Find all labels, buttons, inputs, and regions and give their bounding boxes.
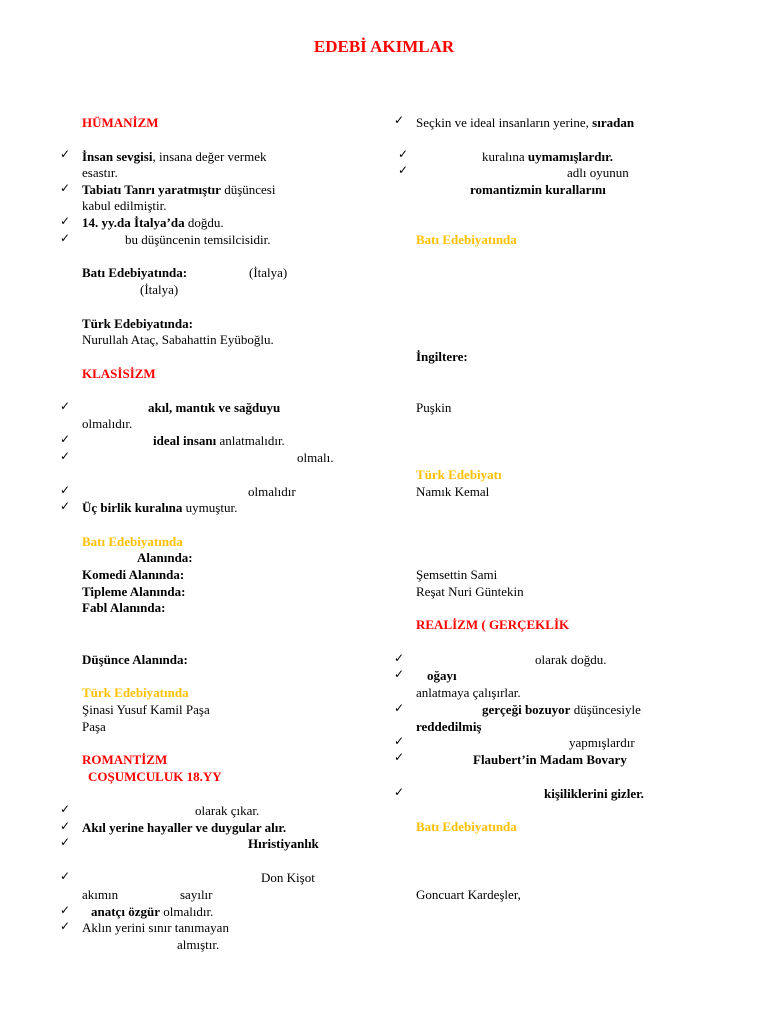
- klasisizm-item-5: Üç birlik kuralına uymuştur.: [82, 500, 238, 515]
- checkmark-icon: ✓: [60, 214, 71, 228]
- romantizm-item-1: olarak çıkar.: [195, 803, 260, 818]
- klasisizm-heading: KLASİSİZM: [82, 366, 156, 381]
- realizm-bati-heading: Batı Edebiyatında: [416, 819, 517, 834]
- romantizm-heading: ROMANTİZM: [82, 752, 168, 767]
- romantizm-right-item-3-cont: romantizmin kurallarını: [470, 182, 606, 197]
- romantizm-item-6-cont: almıştır.: [177, 937, 220, 952]
- romantizm-item-6: Aklın yerini sınır tanımayan: [82, 920, 229, 935]
- humanizm-bati-value-2: (İtalya): [140, 282, 179, 297]
- romantizm-item-4-cont-2: sayılır: [180, 887, 213, 902]
- checkmark-icon: ✓: [394, 785, 405, 799]
- checkmark-icon: ✓: [60, 919, 71, 933]
- romantizm-item-4-cont-1: akımın: [82, 887, 119, 902]
- humanizm-item-3: 14. yy.da İtalya’da doğdu.: [82, 215, 224, 230]
- realizm-heading: REALİZM ( GERÇEKLİK: [416, 617, 570, 632]
- klasisizm-turk-names-1: Şinasi Yusuf Kamil Paşa: [82, 702, 210, 717]
- realizm-item-3-cont: reddedilmiş: [416, 719, 482, 734]
- page-title: EDEBİ AKIMLAR: [313, 37, 455, 56]
- klasisizm-item-4: olmalıdır: [248, 484, 296, 499]
- romantizm-semsettin-sami: Şemsettin Sami: [416, 567, 498, 582]
- humanizm-item-4: bu düşüncenin temsilcisidir.: [125, 232, 271, 247]
- realizm-item-4: yapmışlardır: [569, 735, 635, 750]
- klasisizm-alan-2: Komedi Alanında:: [82, 567, 185, 582]
- humanizm-item-1-cont: esastır.: [82, 165, 118, 180]
- checkmark-icon: ✓: [60, 835, 71, 849]
- checkmark-icon: ✓: [60, 399, 71, 413]
- klasisizm-item-1-cont: olmalıdır.: [82, 416, 133, 431]
- checkmark-icon: ✓: [60, 499, 71, 513]
- checkmark-icon: ✓: [394, 113, 405, 127]
- checkmark-icon: ✓: [60, 181, 71, 195]
- checkmark-icon: ✓: [394, 667, 405, 681]
- humanizm-turk-names: Nurullah Ataç, Sabahattin Eyüboğlu.: [82, 332, 274, 347]
- humanizm-item-1: İnsan sevgisi, insana değer vermek: [82, 149, 267, 164]
- humanizm-item-2-cont: kabul edilmiştir.: [82, 198, 167, 213]
- klasisizm-alan-5: Düşünce Alanında:: [82, 652, 188, 667]
- romantizm-item-4: Don Kişot: [261, 870, 315, 885]
- checkmark-icon: ✓: [394, 734, 405, 748]
- checkmark-icon: ✓: [394, 750, 405, 764]
- realizm-item-5: Flaubert’in Madam Bovary: [473, 752, 627, 767]
- checkmark-icon: ✓: [60, 231, 71, 245]
- humanizm-item-2: Tabiatı Tanrı yaratmıştır düşüncesi: [82, 182, 276, 197]
- romantizm-right-item-3: adlı oyunun: [567, 165, 629, 180]
- klasisizm-alan-4: Fabl Alanında:: [82, 600, 166, 615]
- checkmark-icon: ✓: [60, 432, 71, 446]
- humanizm-bati-value-1: (İtalya): [249, 265, 288, 280]
- humanizm-heading: HÜMANİZM: [82, 115, 159, 130]
- realizm-goncuart: Goncuart Kardeşler,: [416, 887, 521, 902]
- realizm-item-3: gerçeği bozuyor düşüncesiyle: [482, 702, 641, 717]
- klasisizm-item-1: akıl, mantık ve sağduyu: [148, 400, 281, 415]
- checkmark-icon: ✓: [60, 819, 71, 833]
- klasisizm-item-3: olmalı.: [297, 450, 334, 465]
- checkmark-icon: ✓: [60, 802, 71, 816]
- klasisizm-turk-heading: Türk Edebiyatında: [82, 685, 189, 700]
- realizm-item-1: olarak doğdu.: [535, 652, 607, 667]
- klasisizm-item-2: ideal insanı anlatmalıdır.: [153, 433, 285, 448]
- klasisizm-alan-3: Tipleme Alanında:: [82, 584, 186, 599]
- checkmark-icon: ✓: [60, 903, 71, 917]
- humanizm-turk-label: Türk Edebiyatında:: [82, 316, 193, 331]
- checkmark-icon: ✓: [398, 163, 409, 177]
- romantizm-item-5: anatçı özgür olmalıdır.: [91, 904, 214, 919]
- humanizm-bati-label: Batı Edebiyatında:: [82, 265, 188, 280]
- klasisizm-turk-names-2: Paşa: [82, 719, 106, 734]
- checkmark-icon: ✓: [60, 483, 71, 497]
- romantizm-bati-heading: Batı Edebiyatında: [416, 232, 517, 247]
- checkmark-icon: ✓: [394, 701, 405, 715]
- realizm-item-2: oğayı: [427, 668, 457, 683]
- checkmark-icon: ✓: [394, 651, 405, 665]
- romantizm-ingiltere-label: İngiltere:: [416, 349, 468, 364]
- romantizm-item-2: Akıl yerine hayaller ve duygular alır.: [82, 820, 287, 835]
- romantizm-namik-kemal: Namık Kemal: [416, 484, 490, 499]
- realizm-item-6: kişiliklerini gizler.: [544, 786, 644, 801]
- klasisizm-bati-heading: Batı Edebiyatında: [82, 534, 183, 549]
- klasisizm-alan-1: Alanında:: [137, 550, 193, 565]
- checkmark-icon: ✓: [60, 449, 71, 463]
- checkmark-icon: ✓: [60, 869, 71, 883]
- romantizm-item-3: Hıristiyanlık: [248, 836, 319, 851]
- checkmark-icon: ✓: [60, 147, 71, 161]
- romantizm-right-item-1: Seçkin ve ideal insanların yerine, sıradan: [416, 115, 635, 130]
- romantizm-right-item-2: kuralına uymamışlardır.: [482, 149, 613, 164]
- realizm-item-2-cont: anlatmaya çalışırlar.: [416, 685, 521, 700]
- romantizm-turk-heading: Türk Edebiyatı: [416, 467, 502, 482]
- romantizm-subheading: COŞUMCULUK 18.YY: [88, 769, 222, 784]
- checkmark-icon: ✓: [398, 147, 409, 161]
- romantizm-puskin: Puşkin: [416, 400, 452, 415]
- romantizm-resat-nuri: Reşat Nuri Güntekin: [416, 584, 524, 599]
